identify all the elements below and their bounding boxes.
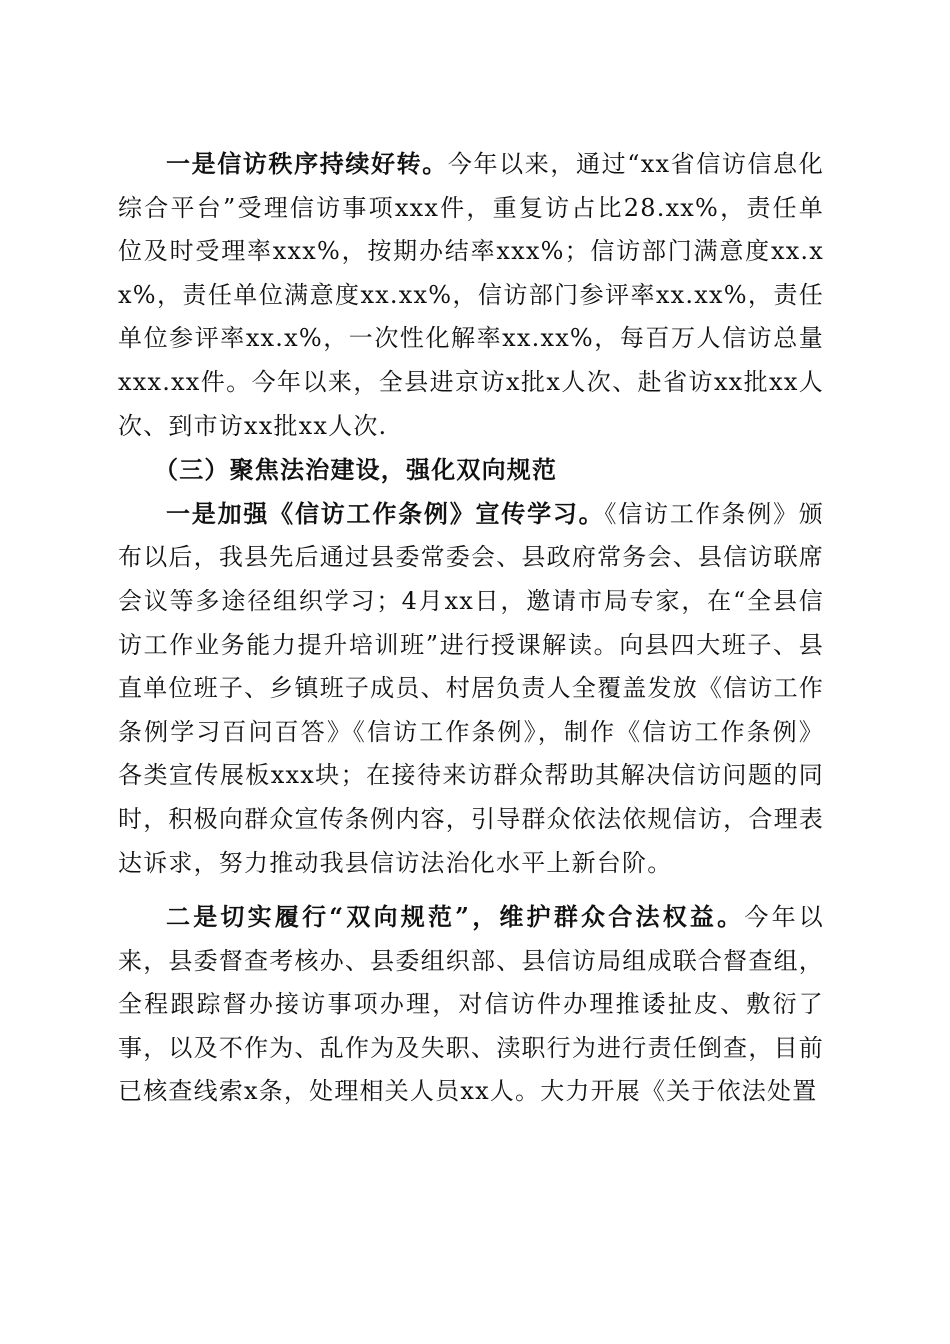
paragraph-lead: 一是信访秩序持续好转。 <box>166 149 448 178</box>
paragraph-lead: 一是加强《信访工作条例》宣传学习。 <box>166 498 605 528</box>
paragraph-body: 今年以来，县委督查考核办、县委组织部、县信访局组成联合督查组，全程跟踪督办接访事项办理，对信访件办理推诿扯皮、敷衍了事，以及不作为、乱作为及失职、渎职行为进行责任倒查，目前已核查线索x条，处理相关人员xx人。大力开展《关于依法处置 <box>118 903 824 1106</box>
paragraph-spacer <box>118 885 824 895</box>
document-page <box>118 142 824 1114</box>
paragraph-order-improvement <box>118 142 824 448</box>
paragraph-lead: 二是切实履行“双向规范”，维护群众合法权益。 <box>166 902 745 932</box>
paragraph-dual-norms <box>118 895 824 1114</box>
paragraph-body: 《信访工作条例》颁布以后，我县先后通过县委常委会、县政府常务会、县信访联席会议等多途径组织学习；4月xx日，邀请市局专家，在“全县信访工作业务能力提升培训班”进行授课解读。向县四大班子、县直单位班子、乡镇班子成员、村居负责人全覆盖发放《信访工作条例学习百问百答》《信访工作条例》，制作《信访工作条例》各类宣传展板xxx块；在接待来访群众帮助其解决信访问题的同时，积极向群众宣传条例内容，引导群众依法依规信访，合理表达诉求，努力推动我县信访法治化水平上新台阶。 <box>118 499 824 877</box>
paragraph-body: 今年以来，通过“xx省信访信息化综合平台”受理信访事项xxx件，重复访占比28.xx%，责任单位及时受理率xxx%，按期办结率xxx%；信访部门满意度xx.xx%，责任单位满意度xx.xx%，信访部门参评率xx.xx%，责任单位参评率xx.x%，一次性化解率xx.xx%，每百万人信访总量xxx.xx件。今年以来，全县进京访x批x人次、赴省访xx批xx人次、到市访xx批xx人次. <box>118 150 824 440</box>
section-heading: （三）聚焦法治建设，强化双向规范 <box>154 455 558 485</box>
paragraph-regulation-study <box>118 492 824 885</box>
